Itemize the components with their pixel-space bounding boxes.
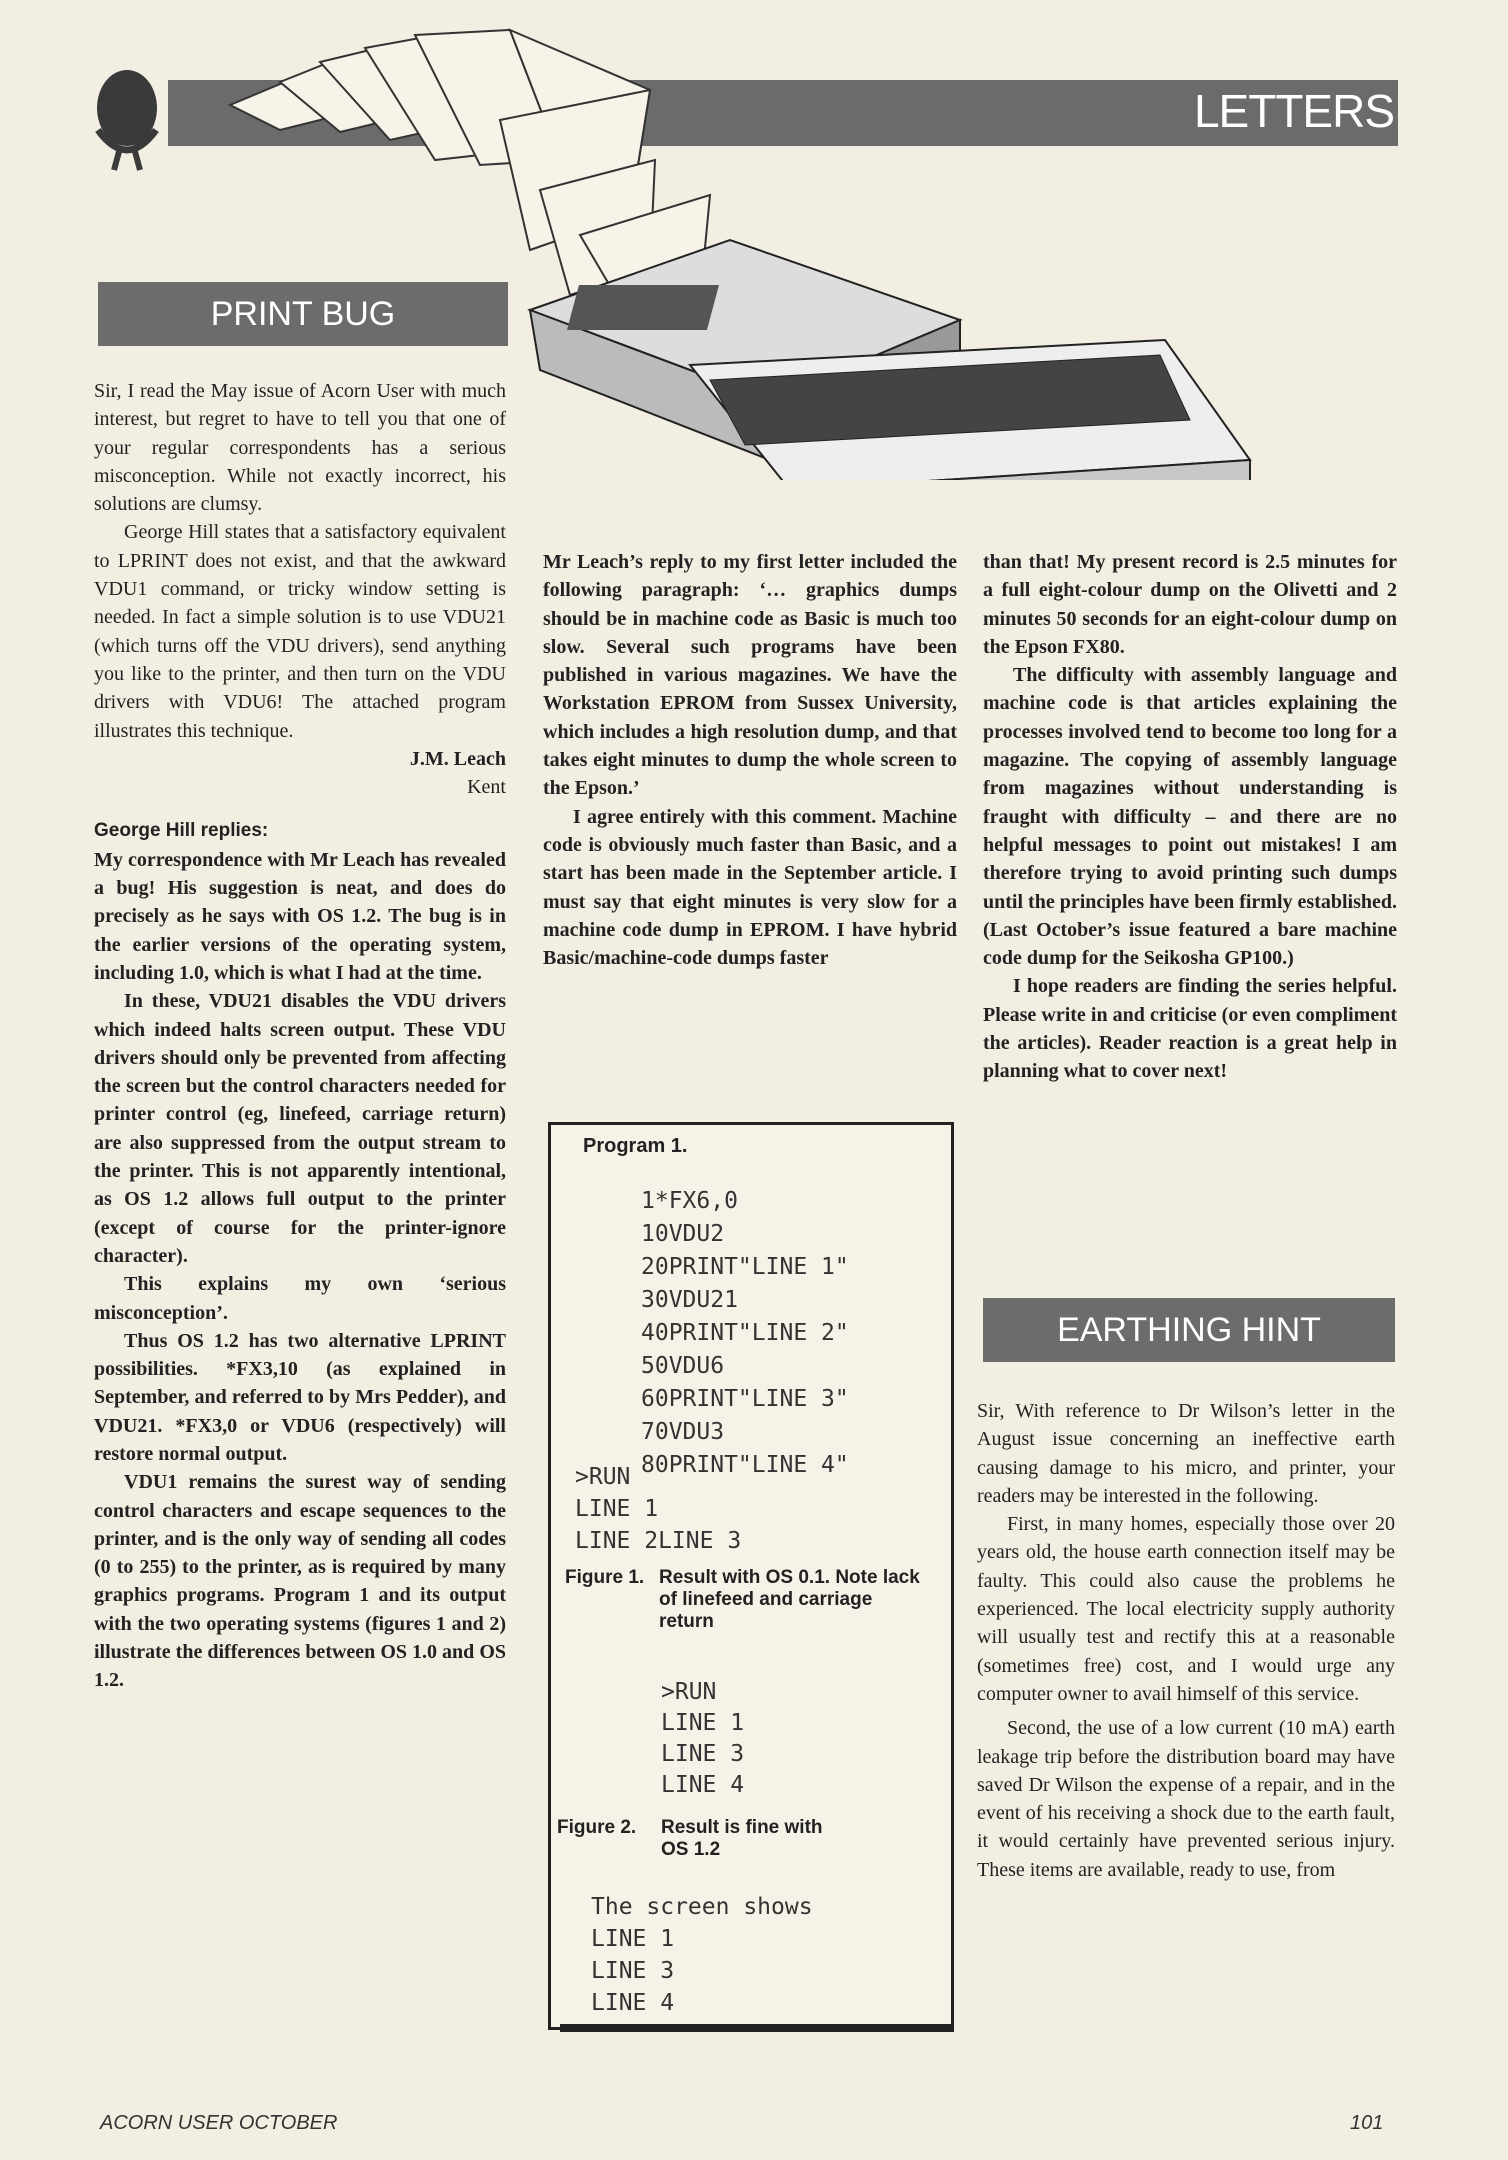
earthing-paragraph-2: First, in many homes, especially those over 20 years old, the house earth connection itself may be faulty. This could also cause the problems he experienced. The local electricity supply authority will usually test and rectify this at a reasonable (sometimes free) cost, and I would urge any computer owner to avail himself of this service. (977, 1513, 1395, 1705)
earthing-hint-column (977, 1397, 1395, 1884)
run-output-1 (575, 1461, 741, 1557)
figure-2-caption: Result is fine with OS 1.2 (661, 1817, 823, 1860)
program-line: 1*FX6,0 (641, 1188, 738, 1214)
right-paragraph-1: than that! My present record is 2.5 minutes for a full eight-colour dump on the Olivetti and 2 minutes 50 seconds for an eight-colour dump on the Epson FX80. (983, 551, 1397, 658)
footer-magazine: ACORN USER OCTOBER (100, 2112, 338, 2134)
run-output-2 (661, 1677, 744, 1801)
figure-1-label: Figure 1. (565, 1567, 645, 1588)
screen-shows-label: The screen shows (591, 1894, 813, 1920)
program-box-shadow (560, 2024, 954, 2032)
middle-paragraph-2: I agree entirely with this comment. Machine code is obviously much faster than Basic, and a start has been made in the September article. I must say that eight minutes is very slow for a machine code dump in EPROM. I have hybrid Basic/machine-code dumps faster (543, 805, 957, 970)
page-number: 101 (1350, 2112, 1384, 2134)
program-line: 10VDU2 (641, 1221, 725, 1247)
output-line: LINE 4 (661, 1772, 745, 1798)
print-bug-paragraph-1: Sir, I read the May issue of Acorn User with much interest, but regret to have to tell you that one of your regular correspondents has a serious misconception. While not exactly incorrect, his solutions are clumsy. (94, 380, 506, 516)
output-line: LINE 3 (661, 1741, 745, 1767)
output-line: LINE 2LINE 3 (575, 1528, 742, 1554)
output-line: >RUN (575, 1464, 631, 1490)
middle-column (543, 548, 957, 972)
reply-paragraph-5: VDU1 remains the surest way of sending control characters and escape sequences to the printer, and is the only way of sending all codes (0 to 255) to the printer, as is required by many graphics programs. Program 1 and its output with the two operating systems (figures 1 and 2) illustrate the differences between OS 1.0 and OS 1.2. (94, 1471, 506, 1692)
print-bug-column (94, 377, 506, 1695)
earthing-paragraph-3: Second, the use of a low current (10 mA) earth leakage trip before the distribution board may have saved Dr Wilson the expense of a repair, and in the event of his receiving a shock due to the earth fault, it would certainly have prevented serious injury. These items are available, ready to use, from (977, 1717, 1395, 1881)
reply-paragraph-4: Thus OS 1.2 has two alternative LPRINT possibilities. *FX3,10 (as explained in September, and referred to by Mrs Pedder), and VDU21. *FX3,0 or VDU6 (respectively) will restore normal output. (94, 1329, 506, 1465)
program-line: 50VDU6 (641, 1353, 725, 1379)
reply-paragraph-2: In these, VDU21 disables the VDU drivers which indeed halts screen output. These VDU drivers should only be prevented from affecting the screen but the control characters needed for printer control (eg, linefeed, carriage return) are also suppressed from the output stream to the printer. This is not apparently intentional, as OS 1.2 allows full output to the printer (except of course for the printer-ignore character). (94, 990, 506, 1267)
signature-place: Kent (467, 776, 506, 799)
program-listing (641, 1185, 849, 1482)
section-title: LETTERS (1193, 85, 1394, 137)
earthing-paragraph-1: Sir, With reference to Dr Wilson’s letter in the August issue concerning an ineffective earth causing damage to his micro, and printer, your readers may be interested in the following. (977, 1400, 1395, 1507)
program-box (548, 1122, 954, 2030)
reply-paragraph-1: My correspondence with Mr Leach has revealed a bug! His suggestion is neat, and does do precisely as he says with OS 1.2. The bug is in the earlier versions of the operating system, including 1.0, which is what I had at the time. (94, 848, 506, 984)
screen-output (591, 1891, 813, 2019)
output-line: LINE 1 (661, 1710, 745, 1736)
signature-name: J.M. Leach (409, 747, 506, 770)
reply-heading: George Hill replies: (94, 820, 269, 842)
acorn-logo-icon (97, 70, 157, 170)
figure-1-caption: Result with OS 0.1. Note lack of linefeed and carriage return (659, 1567, 920, 1632)
right-column (983, 548, 1397, 1086)
right-paragraph-2: The difficulty with assembly language and machine code is that articles explaining the processes involved tend to become too long for a magazine. The copying of assembly language from magazines without understanding is fraught with difficulty – and there are no helpful messages to point out mistakes! I am therefore trying to avoid printing such dumps until the principles have been firmly established. (Last October’s issue featured a bare machine code dump for the Seikosha GP100.) (983, 664, 1397, 970)
output-line: LINE 4 (591, 1990, 675, 2016)
program-title: Program 1. (583, 1135, 688, 1157)
reply-paragraph-3: This explains my own ‘serious misconception’. (94, 1273, 506, 1324)
figure-2-label: Figure 2. (557, 1817, 637, 1838)
output-line: LINE 1 (591, 1926, 675, 1952)
middle-paragraph-1: Mr Leach’s reply to my first letter included the following paragraph: ‘… graphics dumps should be in machine code as Basic is much too slow. Several such programs have been published in various magazines. We have the Workstation EPROM from Sussex University, which includes a high resolution dump, and that takes eight minutes to dump the whole screen to the Epson.’ (543, 551, 957, 800)
right-paragraph-3: I hope readers are finding the series helpful. Please write in and criticise (or even compliment the articles). Reader reaction is a great help in planning what to cover next! (983, 975, 1397, 1083)
print-bug-paragraph-2: George Hill states that a satisfactory equivalent to LPRINT does not exist, and that the awkward VDU1 command, or tricky window setting is needed. In fact a simple solution is to use VDU21 (which turns off the VDU drivers), send anything you like to the printer, and then turn on the VDU drivers with VDU6! The attached program illustrates this technique. (94, 521, 506, 742)
output-line: LINE 3 (591, 1958, 675, 1984)
earthing-hint-heading: EARTHING HINT (983, 1298, 1395, 1362)
program-line: 80PRINT"LINE 4" (641, 1452, 849, 1478)
program-line: 20PRINT"LINE 1" (641, 1254, 849, 1280)
output-line: >RUN (661, 1679, 717, 1705)
print-bug-heading: PRINT BUG (98, 282, 508, 346)
program-line: 30VDU21 (641, 1287, 738, 1313)
program-line: 40PRINT"LINE 2" (641, 1320, 849, 1346)
computer-illustration (690, 340, 1250, 480)
program-line: 70VDU3 (641, 1419, 725, 1445)
output-line: LINE 1 (575, 1496, 659, 1522)
program-line: 60PRINT"LINE 3" (641, 1386, 849, 1412)
